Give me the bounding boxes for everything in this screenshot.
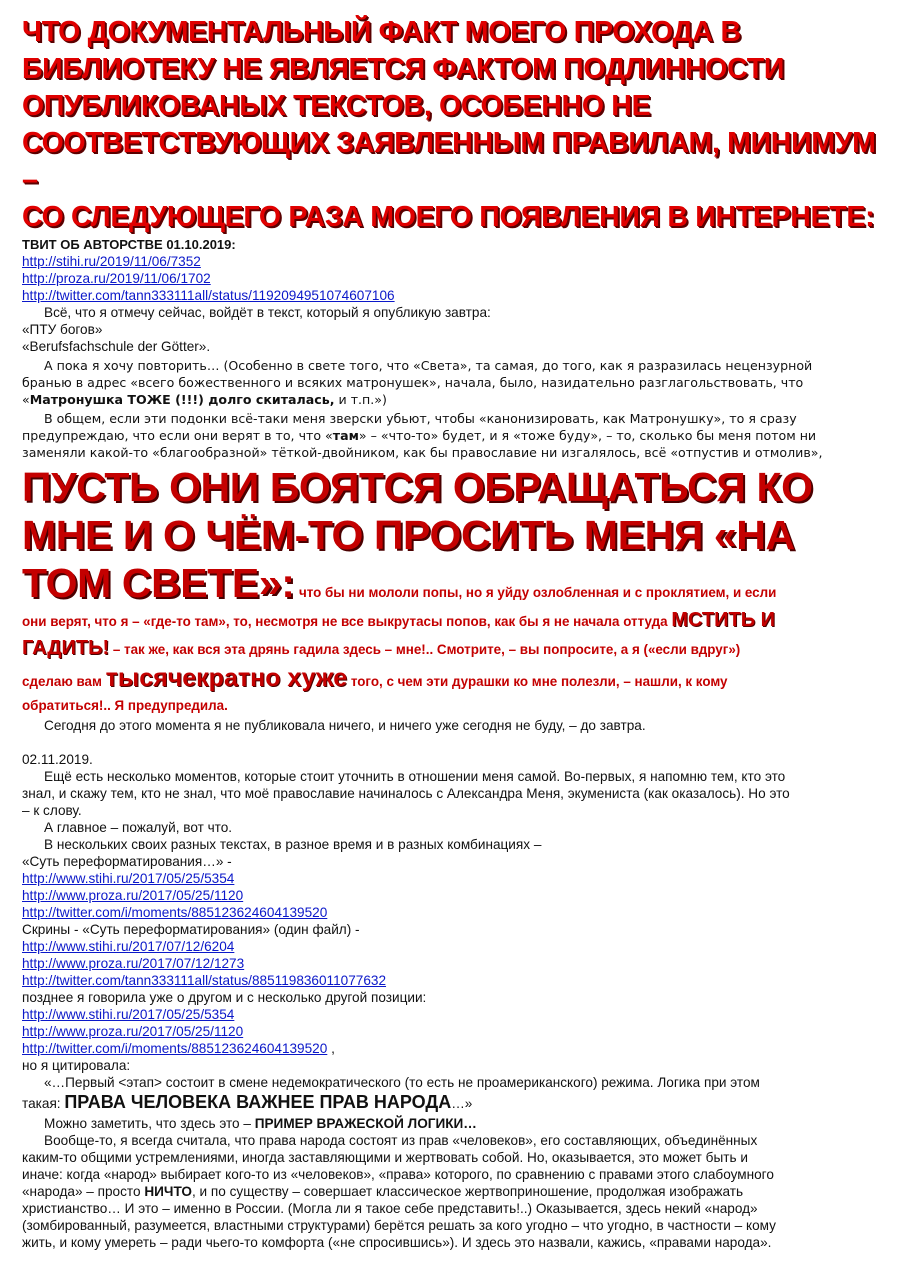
link-list-c — [22, 938, 882, 989]
text-line: позднее я говорила уже о другом и с несколько другой позиции: — [22, 990, 427, 1005]
title-de: «Berufsfachschule der Götter». — [22, 339, 211, 354]
text-line — [22, 1115, 882, 1132]
document-page — [22, 14, 882, 1251]
link-proza[interactable]: http://www.proza.ru/2017/07/12/1273 — [22, 956, 245, 971]
red-line — [22, 607, 882, 635]
text-line: заменяли какой-то «благообразной» тёткой-двойником, как бы православие ни изгалялось, всё «отпустив и отмолив», — [22, 445, 823, 460]
bold-fragment: НИЧТО — [144, 1184, 192, 1199]
bold-fragment: Матронушка ТОЖЕ (!!!) долго скиталась, — [29, 392, 335, 407]
text-line: «Суть переформатирования…» - — [22, 854, 232, 869]
link-proza[interactable]: http://www.proza.ru/2017/05/25/1120 — [22, 888, 244, 903]
text-line: «…Первый <этап> состоит в смене недемократического (то есть не проамериканского) режима. Логика при этом — [44, 1075, 760, 1090]
link-twitter[interactable]: http://twitter.com/tann333111all/status/1192094951074607106 — [22, 288, 395, 303]
text-fragment: и т.п.») — [334, 392, 387, 407]
text-line: Вообще-то, я всегда считала, что права народа состоят из прав «человеков», его составляющих, объединённых — [44, 1133, 758, 1148]
text-line — [22, 391, 882, 408]
text-line: В нескольких своих разных текстах, в разное время и в разных комбинациях – — [44, 837, 542, 852]
red-big-fragment: МСТИТЬ И — [671, 609, 776, 631]
text-line: А пока я хочу повторить… (Особенно в свете того, что «Света», та самая, до того, как я разразилась нецензурной — [44, 358, 813, 373]
paragraph-intro: Всё, что я отмечу сейчас, войдёт в текст, который я опубликую завтра: — [44, 305, 491, 320]
paragraph-today: Сегодня до этого момента я не публиковала ничего, и ничего уже сегодня не буду, – до завтра. — [44, 718, 646, 733]
heading-line: СООТВЕТСТВУЮЩИХ ЗАЯВЛЕННЫМ ПРАВИЛАМ, МИНИМУМ – — [22, 127, 876, 196]
title-ru: «ПТУ богов» — [22, 322, 103, 337]
red-fragment: того, с чем эти дурашки ко мне полезли, – нашли, к кому — [350, 674, 728, 689]
paragraph-rights — [22, 1132, 882, 1251]
link-twitter[interactable]: http://twitter.com/i/moments/885123624604139520 — [22, 905, 328, 920]
text-line: Скрины - «Суть переформатирования» (один файл) - — [22, 922, 360, 937]
heading-line: БИБЛИОТЕКУ НЕ ЯВЛЯЕТСЯ ФАКТОМ ПОДЛИННОСТИ — [22, 53, 785, 85]
heading-line: ЧТО ДОКУМЕНТАЛЬНЫЙ ФАКТ МОЕГО ПРОХОДА В — [22, 16, 741, 48]
link-stihi[interactable]: http://www.stihi.ru/2017/07/12/6204 — [22, 939, 235, 954]
link-stihi[interactable]: http://stihi.ru/2019/11/06/7352 — [22, 254, 201, 269]
red-fragment: сделаю вам — [22, 674, 102, 689]
red-large-fragment: тысячекратно хуже — [105, 664, 348, 692]
text-line: знал, и скажу тем, кто не знал, что моё православие начиналось с Александра Меня, экумениста (как оказалось). Но это — [22, 786, 790, 801]
paragraph-warning — [22, 410, 882, 461]
link-list-d — [22, 1006, 882, 1057]
link-stihi[interactable]: http://www.stihi.ru/2017/05/25/5354 — [22, 1007, 235, 1022]
text-fragment: …» — [451, 1096, 473, 1111]
text-line: Ещё есть несколько моментов, которые стоит уточнить в отношении меня самой. Во-первых, я напомню тем, кто это — [44, 769, 786, 784]
paragraph-moments — [22, 768, 882, 819]
text-line: В общем, если эти подонки всё-таки меня зверски убьют, чтобы «канонизировать, как Матронушку», то я сразу — [44, 411, 797, 426]
text-fragment: , — [327, 1041, 335, 1056]
red-big-fragment: ГАДИТЬ! — [22, 637, 110, 659]
link-stihi[interactable]: http://www.stihi.ru/2017/05/25/5354 — [22, 871, 235, 886]
text-line: (зомбированный, разумеется, властными структурами) берётся решать за кого угодно – что угодно, в частности – кому — [22, 1218, 776, 1233]
paragraph-quote — [22, 1074, 882, 1115]
text-fragment: такая: — [22, 1096, 65, 1111]
page-heading — [22, 14, 882, 236]
red-line: обратиться!.. Я предупредила. — [22, 698, 228, 713]
text-line: но я цитировала: — [22, 1058, 131, 1073]
text-line — [22, 427, 882, 444]
heading-line: СО СЛЕДУЮЩЕГО РАЗА МОЕГО ПОЯВЛЕНИЯ В ИНТЕРНЕТЕ: — [22, 201, 875, 233]
text-line: – к слову. — [22, 803, 82, 818]
link-proza[interactable]: http://proza.ru/2019/11/06/1702 — [22, 271, 211, 286]
text-line: бранью в адрес «всего божественного и всяких матронушек», начала, было, назидательно разглагольствовать, что — [22, 375, 804, 390]
red-line — [22, 635, 882, 663]
link-twitter[interactable]: http://twitter.com/i/moments/885123624604139520 — [22, 1041, 328, 1056]
bold-fragment: ПРИМЕР ВРАЖЕСКОЙ ЛОГИКИ… — [254, 1116, 477, 1131]
bold-fragment: там — [332, 428, 359, 443]
text-line: жить, и кому умереть – ради чьего-то комфорта («не спросившись»). И здесь это назвали, кажись, «правами народа». — [22, 1235, 772, 1250]
big-red-block — [22, 463, 882, 715]
text-line — [22, 1183, 882, 1200]
big-red-fragment: ТОМ СВЕТЕ»: — [22, 560, 295, 606]
red-fragment: – так же, как вся эта дрянь гадила здесь – мне!.. Смотрите, – вы попросите, а я («если вдруг») — [112, 642, 741, 657]
text-line: каким-то общими устремлениями, иногда заставляющими и жертвовать собой. Но, оказывается, это может быть и — [22, 1150, 748, 1165]
big-red-line: ПУСТЬ ОНИ БОЯТСЯ ОБРАЩАТЬСЯ КО — [22, 464, 813, 510]
text-fragment: « — [22, 392, 30, 407]
big-red-line-mixed — [22, 559, 882, 607]
link-list-b — [22, 870, 882, 921]
text-fragment: , и по существу – совершает классическое жертвоприношение, продолжая изображать — [192, 1184, 744, 1199]
text-fragment: предупреждаю, что если они верят в то, что « — [22, 428, 333, 443]
paragraph-sveta — [22, 357, 882, 408]
heading-line: ОПУБЛИКОВАНЫХ ТЕКСТОВ, ОСОБЕННО НЕ — [22, 90, 651, 122]
link-list-a — [22, 253, 882, 304]
link-proza[interactable]: http://www.proza.ru/2017/05/25/1120 — [22, 1024, 244, 1039]
red-line — [22, 663, 882, 697]
big-red-line: МНЕ И О ЧЁМ-ТО ПРОСИТЬ МЕНЯ «НА — [22, 512, 795, 558]
text-fragment: » – «что-то» будет, и я «тоже буду», – то, сколько бы меня потом ни — [358, 428, 817, 443]
text-line — [22, 1091, 882, 1115]
large-bold-fragment: ПРАВА ЧЕЛОВЕКА ВАЖНЕЕ ПРАВ НАРОДА — [64, 1092, 452, 1112]
tweet-title: ТВИТ ОБ АВТОРСТВЕ 01.10.2019: — [22, 237, 236, 252]
link-line — [22, 1040, 882, 1057]
link-twitter[interactable]: http://twitter.com/tann333111all/status/885119836011077632 — [22, 973, 387, 988]
red-fragment: что бы ни мололи попы, но я уйду озлобленная и с проклятием, и если — [298, 585, 777, 600]
red-fragment: они верят, что я – «где-то там», то, несмотря не все выкрутасы попов, как бы я не начала оттуда — [22, 614, 668, 629]
text-line: А главное – пожалуй, вот что. — [44, 820, 233, 835]
text-fragment: Можно заметить, что здесь это – — [44, 1116, 255, 1131]
text-line: иначе: когда «народ» выбирает кого-то из «человеков», «права» которого, по сравнению с правами этого слабоумного — [22, 1167, 774, 1182]
date-heading: 02.11.2019. — [22, 752, 93, 767]
text-line: христианство… И это – именно в России. (Могла ли я такое себе представить!..) Оказывается, здесь некий «народ» — [22, 1201, 758, 1216]
text-fragment: «народа» – просто — [22, 1184, 145, 1199]
